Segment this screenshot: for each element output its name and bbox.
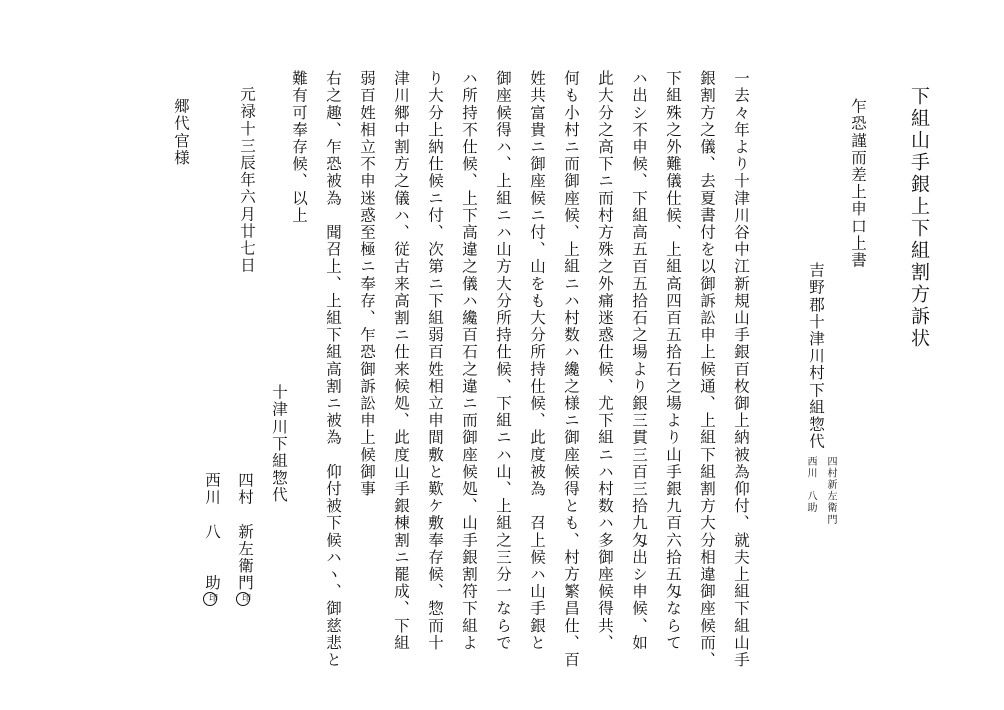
- signer-1-text: 四村 新左衛門: [236, 472, 254, 592]
- body-line: 津川郷中割方之儀ハ、従古来高割ニ仕来候処、此度山手銀棟割ニ罷成、下組: [392, 70, 410, 652]
- body-line: 一去々年より十津川谷中江新規山手銀百枚御上納被為仰付、就夫上組下組山手: [732, 70, 750, 669]
- signer-1-name: [234, 472, 256, 606]
- body-line: 何も小村ニ而御座候、上組ニハ村数ハ纔之様ニ御座候得とも、村方繁昌仕、百: [562, 70, 580, 669]
- signer-2-name: [201, 472, 223, 606]
- document-subtitle: 乍恐謹而差上申口上書: [849, 98, 867, 269]
- signer-2-text: 西川 八 助: [203, 472, 221, 592]
- body-line: 弱百姓相立不申迷惑至極ニ奉存、乍恐御訴訟申上候御事: [358, 70, 376, 498]
- body-line: ハ出シ不申候、下組高五百五拾石之場より銀三貫三百三拾九匁出シ申候、如: [630, 70, 648, 652]
- body-line: ハ所持不仕候、上下高違之儀ハ纔百石之違ニ而御座候処、山手銀割符下組よ: [460, 70, 478, 652]
- petitioner-line: 吉野郡十津川村下組惣代: [807, 262, 825, 451]
- body-line: 難有可奉存候、以上: [290, 70, 308, 224]
- seal-mark: 印: [203, 592, 217, 606]
- body-line: 此大分之高下ニ而村方殊之外痛迷惑仕候、尤下組ニハ村数ハ多御座候得共、: [596, 70, 614, 652]
- document-date: 元禄十三辰年六月廿七日: [238, 86, 256, 275]
- petitioner-name-1: 四村新左衛門: [825, 456, 836, 526]
- body-line: 銀割方之儀、去夏書付を以御訴訟申上候通、上組下組割方大分相違御座候而、: [698, 70, 716, 669]
- addressee: 郷代官様: [172, 98, 190, 167]
- body-line: り大分上納仕候ニ付、次第ニ下組弱百姓相立申間敷と歎ケ敷奉存候、惣而十: [426, 70, 444, 652]
- body-line: 下組殊之外難儀仕候、上組高四百五拾石之場より山手銀九百六拾五匁ならて: [664, 70, 682, 652]
- document-title: 下組山手銀上下組割方訴状: [908, 86, 930, 350]
- petitioner-name-2: 西川 八助: [805, 456, 816, 514]
- seal-mark: 印: [236, 592, 250, 606]
- body-line: 右之趣、乍恐被為 聞召上、上組下組高割ニ被為 仰付被下候ハヽ、御慈悲と: [324, 70, 342, 669]
- signer-title: 十津川下組惣代: [270, 384, 288, 504]
- body-line: 姓共富貴ニ御座候ニ付、山をも大分所持仕候、此度被為 召上候ハ山手銀と: [528, 70, 546, 652]
- body-line: 御座候得ハ、上組ニハ山方大分所持仕候、下組ニハ山、上組之三分一ならで: [494, 70, 512, 652]
